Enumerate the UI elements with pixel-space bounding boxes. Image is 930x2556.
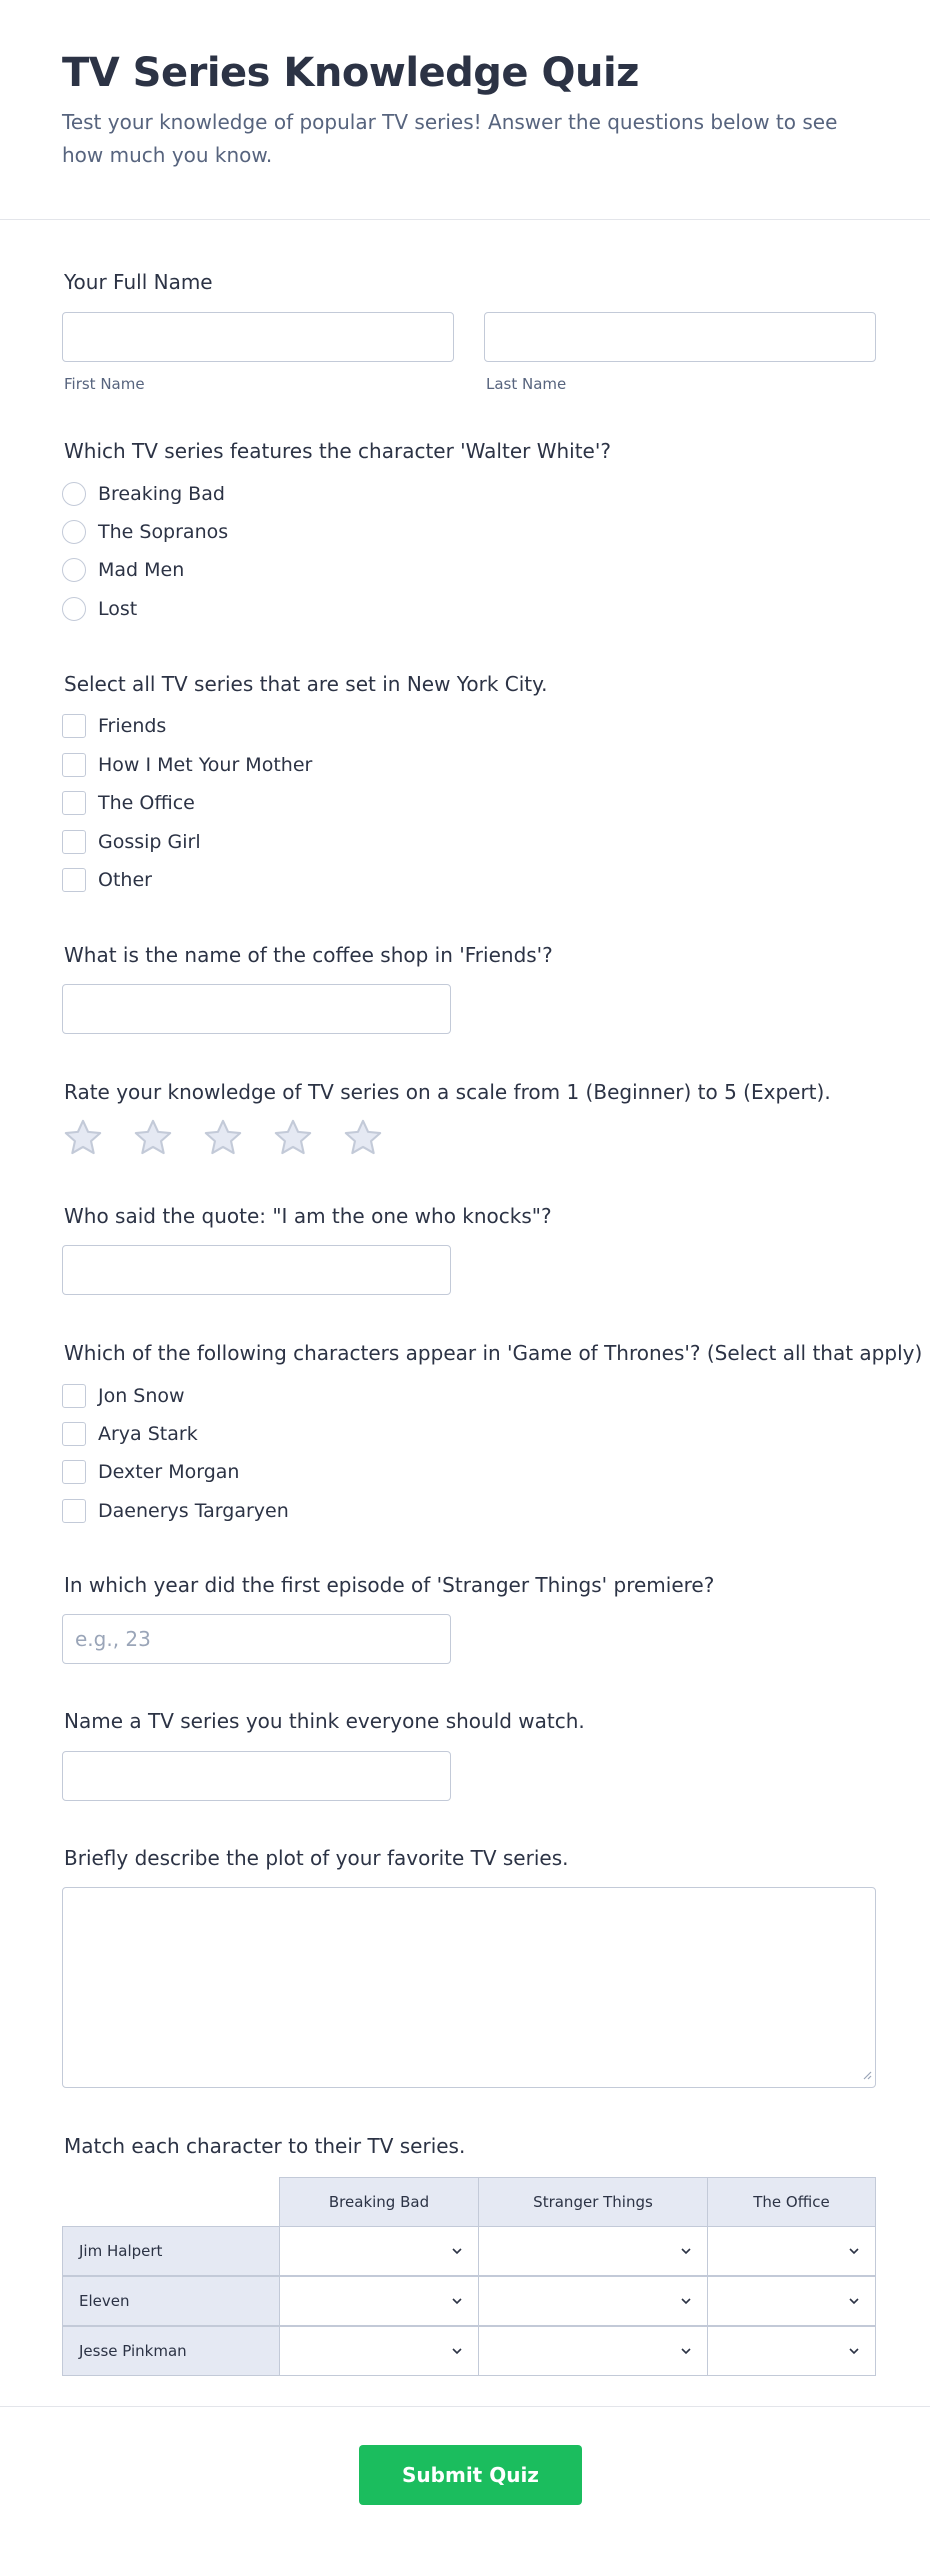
matrix-dropdown[interactable] <box>279 2276 479 2326</box>
checkbox-option-the-office[interactable] <box>62 788 195 818</box>
radio-button[interactable] <box>62 520 86 544</box>
chevron-down-icon <box>847 2294 861 2308</box>
checkbox-option-label: How I Met Your Mother <box>98 754 313 776</box>
checkbox-option-dexter-morgan[interactable] <box>62 1457 239 1487</box>
last-name-sublabel: Last Name <box>486 375 567 393</box>
star-icon[interactable] <box>272 1117 314 1159</box>
first-name-sublabel: First Name <box>64 375 145 393</box>
form-subtitle: Test your knowledge of popular TV series! Answer the questions below to see how much you know. <box>62 110 838 167</box>
chevron-down-icon <box>679 2344 693 2358</box>
checkbox[interactable] <box>62 714 86 738</box>
plot-textarea[interactable] <box>62 1887 876 2088</box>
checkbox-option-label: The Office <box>98 792 195 814</box>
match-matrix <box>62 2177 876 2377</box>
form-title: TV Series Knowledge Quiz <box>62 50 639 96</box>
checkbox-option-friends[interactable] <box>62 711 166 741</box>
radio-option-label: The Sopranos <box>98 521 229 543</box>
chevron-down-icon <box>679 2294 693 2308</box>
quote-input[interactable] <box>62 1245 451 1295</box>
chevron-down-icon <box>847 2344 861 2358</box>
checkbox-option-label: Other <box>98 869 152 891</box>
checkbox-option-gossip-girl[interactable] <box>62 827 201 857</box>
checkbox[interactable] <box>62 1422 86 1446</box>
radio-option-label: Mad Men <box>98 559 185 581</box>
question-rating-label: Rate your knowledge of TV series on a scale from 1 (Beginner) to 5 (Expert). <box>64 1080 831 1104</box>
question-recommend-label: Name a TV series you think everyone should watch. <box>64 1709 585 1733</box>
checkbox[interactable] <box>62 791 86 815</box>
resize-grip-icon[interactable] <box>860 2068 872 2080</box>
question-plot-label: Briefly describe the plot of your favorite TV series. <box>64 1846 569 1870</box>
radio-button[interactable] <box>62 597 86 621</box>
checkbox-option-daenerys-targaryen[interactable] <box>62 1496 289 1526</box>
matrix-row-label: Eleven <box>62 2276 280 2326</box>
star-icon[interactable] <box>202 1117 244 1159</box>
matrix-dropdown[interactable] <box>279 2326 479 2376</box>
radio-option-mad-men[interactable] <box>62 555 184 585</box>
chevron-down-icon <box>679 2244 693 2258</box>
submit-quiz-button[interactable]: Submit Quiz <box>359 2445 582 2505</box>
radio-option-label: Breaking Bad <box>98 483 225 505</box>
checkbox-option-label: Arya Stark <box>98 1423 198 1445</box>
question-year-label: In which year did the first episode of 'Stranger Things' premiere? <box>64 1573 715 1597</box>
checkbox[interactable] <box>62 830 86 854</box>
radio-option-breaking-bad[interactable] <box>62 479 225 509</box>
matrix-dropdown[interactable] <box>279 2226 479 2276</box>
checkbox-option-other[interactable] <box>62 865 152 895</box>
checkbox-option-himym[interactable] <box>62 750 312 780</box>
star-icon[interactable] <box>62 1117 104 1159</box>
checkbox-option-label: Jon Snow <box>98 1385 185 1407</box>
first-name-input[interactable] <box>62 312 454 362</box>
matrix-column-header: Stranger Things <box>478 2177 708 2227</box>
matrix-column-header: Breaking Bad <box>279 2177 479 2227</box>
recommend-input[interactable] <box>62 1751 451 1801</box>
question-nyc-label: Select all TV series that are set in New York City. <box>64 672 548 696</box>
matrix-dropdown[interactable] <box>707 2326 876 2376</box>
radio-option-label: Lost <box>98 598 138 620</box>
coffee-shop-input[interactable] <box>62 984 451 1034</box>
radio-button[interactable] <box>62 482 86 506</box>
matrix-row-label: Jesse Pinkman <box>62 2326 280 2376</box>
year-input[interactable] <box>62 1614 451 1664</box>
last-name-input[interactable] <box>484 312 876 362</box>
checkbox-option-arya-stark[interactable] <box>62 1419 198 1449</box>
question-coffee-shop-label: What is the name of the coffee shop in 'Friends'? <box>64 943 553 967</box>
radio-button[interactable] <box>62 558 86 582</box>
form-footer <box>0 2406 930 2556</box>
chevron-down-icon <box>847 2244 861 2258</box>
question-got-label: Which of the following characters appear in 'Game of Thrones'? (Select all that apply) <box>64 1341 923 1365</box>
checkbox[interactable] <box>62 753 86 777</box>
matrix-dropdown[interactable] <box>707 2276 876 2326</box>
checkbox-option-label: Gossip Girl <box>98 831 201 853</box>
checkbox[interactable] <box>62 1499 86 1523</box>
matrix-column-header: The Office <box>707 2177 876 2227</box>
radio-option-lost[interactable] <box>62 594 137 624</box>
question-match-label: Match each character to their TV series. <box>64 2134 466 2158</box>
checkbox-option-label: Dexter Morgan <box>98 1461 240 1483</box>
checkbox[interactable] <box>62 1460 86 1484</box>
matrix-dropdown[interactable] <box>478 2226 708 2276</box>
checkbox-option-label: Daenerys Targaryen <box>98 1500 289 1522</box>
chevron-down-icon <box>450 2294 464 2308</box>
matrix-dropdown[interactable] <box>478 2326 708 2376</box>
chevron-down-icon <box>450 2244 464 2258</box>
matrix-row-label: Jim Halpert <box>62 2226 280 2276</box>
matrix-dropdown[interactable] <box>478 2276 708 2326</box>
question-quote-label: Who said the quote: "I am the one who knocks"? <box>64 1204 552 1228</box>
star-rating[interactable] <box>62 1117 412 1161</box>
form-header <box>0 0 930 220</box>
checkbox-option-label: Friends <box>98 715 167 737</box>
matrix-dropdown[interactable] <box>707 2226 876 2276</box>
checkbox[interactable] <box>62 868 86 892</box>
checkbox-option-jon-snow[interactable] <box>62 1381 185 1411</box>
star-icon[interactable] <box>342 1117 384 1159</box>
radio-option-the-sopranos[interactable] <box>62 517 228 547</box>
star-icon[interactable] <box>132 1117 174 1159</box>
chevron-down-icon <box>450 2344 464 2358</box>
question-walter-white-label: Which TV series features the character 'Walter White'? <box>64 439 611 463</box>
checkbox[interactable] <box>62 1384 86 1408</box>
full-name-label: Your Full Name <box>64 270 213 294</box>
